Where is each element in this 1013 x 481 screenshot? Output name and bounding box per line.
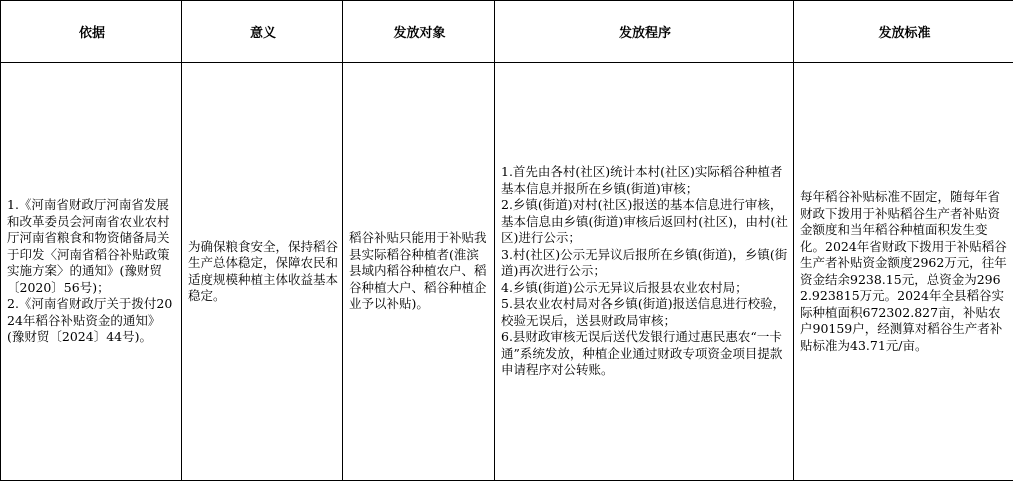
- significance-cell: 为确保粮食安全，保持稻谷生产总体稳定，保障农民和适度规模种植主体收益基本稳定。: [182, 63, 343, 481]
- recipients-cell: 稻谷补贴只能用于补贴我县实际稻谷种植者(淮滨县域内稻谷种植农户、稻谷种植大户、稻谷种植企业予以补贴)。: [343, 63, 495, 481]
- header-standard: 发放标准: [794, 1, 1013, 63]
- procedure-step: 5.县农业农村局对各乡镇(街道)报送信息进行校验，校验无误后，送县财政局审核；: [501, 296, 786, 328]
- header-basis: 依据: [1, 1, 182, 63]
- header-recipients: 发放对象: [343, 1, 495, 63]
- procedure-step: 4.乡镇(街道)公示无异议后报县农业农村局；: [501, 279, 748, 295]
- procedure-step: 6.县财政审核无误后送代发银行通过惠民惠农“一卡通”系统发放，种植企业通过财政专项资金项目提款申请程序对公转账。: [501, 329, 783, 378]
- header-procedure: 发放程序: [495, 1, 794, 63]
- standard-cell: 每年稻谷补贴标准不固定，随每年省财政下拨用于补贴稻谷生产者补贴资金额度和当年稻谷种植面积发生变化。2024年省财政下拨用于补贴稻谷生产者补贴资金额度2962万元，往年资金结余9238.15元，总资金为2962.923815万元。2024年全县稻谷实际种植面积672302.827亩，补贴农户90159户，经测算对稻谷生产者补贴标准为43.71元/亩。: [794, 63, 1013, 481]
- procedure-step: 2.乡镇(街道)对村(社区)报送的基本信息进行审核，基本信息由乡镇(街道)审核后返回村(社区)，由村(社区)进行公示；: [501, 197, 788, 246]
- basis-cell: [1, 63, 182, 481]
- procedure-step: 1.首先由各村(社区)统计本村(社区)实际稻谷种植者基本信息并报所在乡镇(街道)审核；: [501, 164, 783, 196]
- basis-item: 2.《河南省财政厅关于拨付2024年稻谷补贴资金的通知》(豫财贸〔2024〕44号)。: [7, 296, 173, 345]
- procedure-cell: [495, 63, 794, 481]
- header-significance: 意义: [182, 1, 343, 63]
- header-row: [1, 1, 1013, 63]
- basis-item: 1.《河南省财政厅河南省发展和改革委员会河南省农业农村厅河南省粮食和物资储备局关于印发〈河南省稻谷补贴政策实施方案〉的通知》(豫财贸〔2020〕56号)；: [7, 197, 170, 295]
- table-row: [1, 63, 1013, 481]
- procedure-step: 3.村(社区)公示无异议后报所在乡镇(街道)，乡镇(街道)再次进行公示；: [501, 246, 788, 279]
